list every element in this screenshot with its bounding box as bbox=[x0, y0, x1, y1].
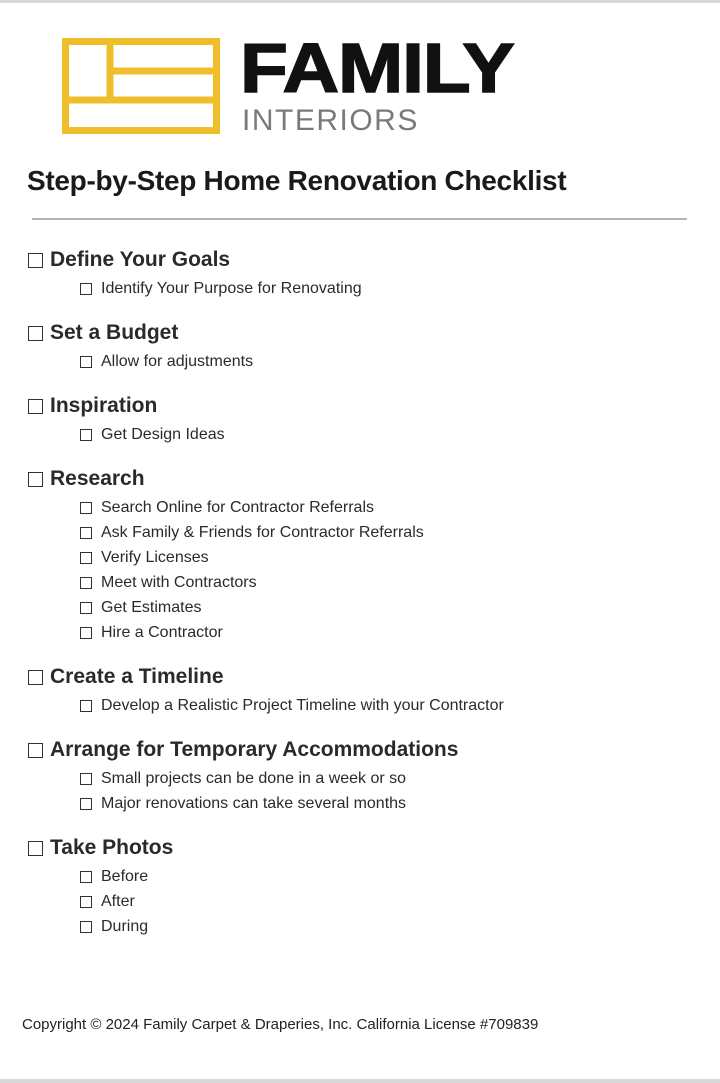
item-label: Verify Licenses bbox=[101, 548, 209, 566]
section-header bbox=[28, 319, 698, 347]
list-item bbox=[28, 693, 698, 718]
sub-list bbox=[28, 495, 698, 645]
item-label: Get Estimates bbox=[101, 598, 202, 616]
sub-list bbox=[28, 693, 698, 718]
item-label: Get Design Ideas bbox=[101, 425, 225, 443]
section-header bbox=[28, 246, 698, 274]
checkbox[interactable] bbox=[28, 399, 43, 414]
checkbox[interactable] bbox=[80, 552, 92, 564]
section-title: Take Photos bbox=[50, 836, 174, 859]
list-item bbox=[28, 422, 698, 447]
section-title: Create a Timeline bbox=[50, 665, 224, 688]
section-take-photos bbox=[28, 834, 698, 939]
section-title: Set a Budget bbox=[50, 321, 179, 344]
title-divider bbox=[32, 218, 687, 220]
checkbox[interactable] bbox=[80, 871, 92, 883]
item-label: Hire a Contractor bbox=[101, 623, 223, 641]
list-item bbox=[28, 791, 698, 816]
item-label: Allow for adjustments bbox=[101, 352, 254, 370]
item-label: Identify Your Purpose for Renovating bbox=[101, 279, 362, 297]
checkbox[interactable] bbox=[28, 472, 43, 487]
checkbox[interactable] bbox=[80, 773, 92, 785]
checkbox[interactable] bbox=[80, 798, 92, 810]
section-header bbox=[28, 736, 698, 764]
section-inspiration bbox=[28, 392, 698, 447]
list-item bbox=[28, 595, 698, 620]
checkbox[interactable] bbox=[28, 743, 43, 758]
checkbox[interactable] bbox=[28, 670, 43, 685]
checkbox[interactable] bbox=[80, 896, 92, 908]
checkbox[interactable] bbox=[80, 921, 92, 933]
list-item bbox=[28, 495, 698, 520]
bottom-border bbox=[0, 1079, 720, 1083]
checkbox[interactable] bbox=[80, 283, 92, 295]
copyright-footer: Copyright © 2024 Family Carpet & Draperies, Inc. California License #709839 bbox=[22, 1016, 539, 1033]
checkbox[interactable] bbox=[80, 429, 92, 441]
item-label: After bbox=[101, 892, 135, 910]
item-label: Develop a Realistic Project Timeline with your Contractor bbox=[101, 696, 504, 714]
list-item bbox=[28, 889, 698, 914]
list-item bbox=[28, 276, 698, 301]
section-title: Research bbox=[50, 467, 145, 490]
item-label: Before bbox=[101, 867, 149, 885]
section-header bbox=[28, 465, 698, 493]
section-timeline bbox=[28, 663, 698, 718]
sub-list bbox=[28, 422, 698, 447]
family-interiors-logo-icon bbox=[62, 38, 220, 134]
section-define-goals bbox=[28, 246, 698, 301]
sub-list bbox=[28, 766, 698, 816]
item-label: Ask Family & Friends for Contractor Referrals bbox=[101, 523, 424, 541]
checkbox[interactable] bbox=[80, 527, 92, 539]
section-title: Define Your Goals bbox=[50, 248, 231, 271]
list-item bbox=[28, 864, 698, 889]
section-research bbox=[28, 465, 698, 645]
section-title: Arrange for Temporary Accommodations bbox=[50, 738, 459, 761]
checkbox[interactable] bbox=[28, 326, 43, 341]
checkbox[interactable] bbox=[80, 502, 92, 514]
list-item bbox=[28, 620, 698, 645]
section-header bbox=[28, 834, 698, 862]
checkbox[interactable] bbox=[28, 253, 43, 268]
checklist bbox=[28, 246, 698, 957]
sub-list bbox=[28, 864, 698, 939]
checkbox[interactable] bbox=[80, 602, 92, 614]
checkbox[interactable] bbox=[80, 700, 92, 712]
section-header bbox=[28, 392, 698, 420]
item-label: Major renovations can take several months bbox=[101, 794, 407, 812]
checkbox[interactable] bbox=[80, 356, 92, 368]
section-accommodations bbox=[28, 736, 698, 816]
item-label: Small projects can be done in a week or so bbox=[101, 769, 407, 787]
list-item bbox=[28, 545, 698, 570]
item-label: During bbox=[101, 917, 149, 935]
item-label: Search Online for Contractor Referrals bbox=[101, 498, 374, 516]
list-item bbox=[28, 570, 698, 595]
list-item bbox=[28, 766, 698, 791]
section-set-budget bbox=[28, 319, 698, 374]
section-title: Inspiration bbox=[50, 394, 158, 417]
list-item bbox=[28, 520, 698, 545]
brand-name: FAMILY bbox=[240, 29, 514, 107]
list-item bbox=[28, 914, 698, 939]
item-label: Meet with Contractors bbox=[101, 573, 257, 591]
page-title: Step-by-Step Home Renovation Checklist bbox=[27, 165, 567, 196]
checkbox[interactable] bbox=[80, 627, 92, 639]
brand-subtitle: INTERIORS bbox=[242, 104, 419, 137]
checkbox[interactable] bbox=[80, 577, 92, 589]
sub-list bbox=[28, 349, 698, 374]
sub-list bbox=[28, 276, 698, 301]
section-header bbox=[28, 663, 698, 691]
checkbox[interactable] bbox=[28, 841, 43, 856]
top-border bbox=[0, 0, 720, 3]
list-item bbox=[28, 349, 698, 374]
